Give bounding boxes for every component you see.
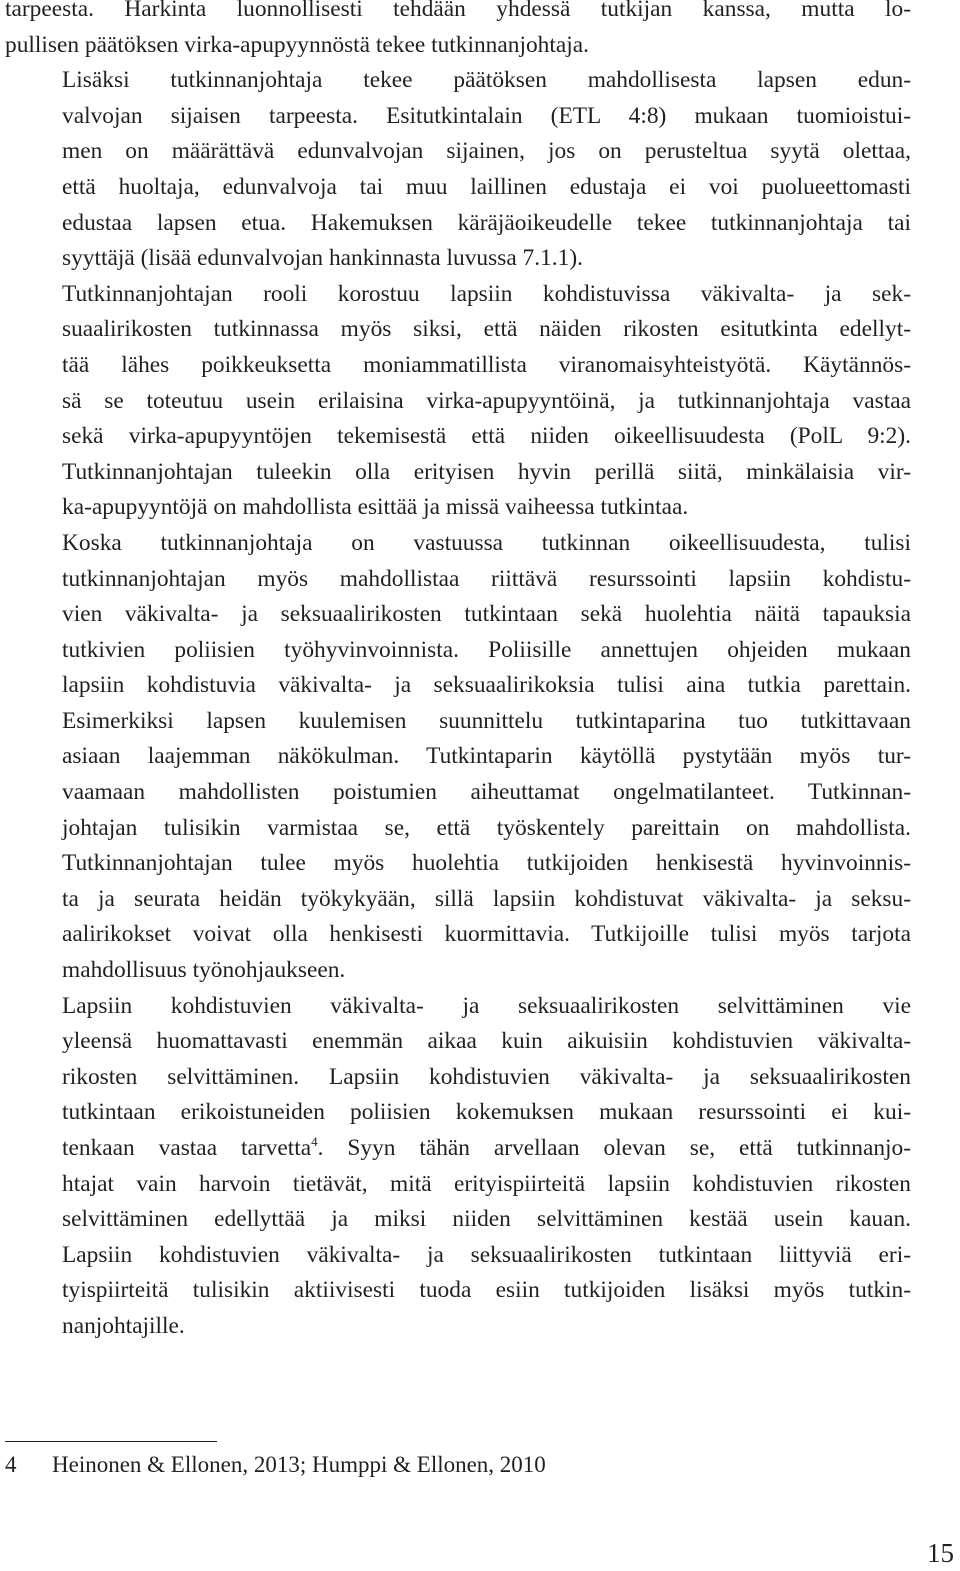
text-line: Tutkinnanjohtajan tuleekin olla erityisen hyvin perillä siitä, minkälaisia vir-: [62, 458, 911, 485]
text-line: syyttäjä (lisää edunvalvojan hankinnasta luvussa 7.1.1).: [62, 245, 583, 272]
text-line: Lisäksi tutkinnanjohtaja tekee päätöksen mahdollisesta lapsen edun-: [62, 67, 911, 94]
document-page: [5, 0, 911, 1345]
paragraph: [5, 63, 911, 277]
text-line: vien väkivalta- ja seksuaalirikosten tutkintaan sekä huolehtia näitä tapauksia: [62, 601, 911, 628]
text-line: valvojan sijaisen tarpeesta. Esitutkintalain (ETL 4:8) mukaan tuomioistui-: [62, 102, 911, 129]
text-line: tenkaan vastaa tarvetta$^4$. Syyn tähän arvellaan olevan se, että tutkinnanjo-: [62, 1133, 911, 1161]
text-line: pullisen päätöksen virka-apupyynnöstä tekee tutkinnanjohtaja.: [5, 31, 589, 58]
page-number: 15: [927, 1538, 954, 1568]
text-line: vaamaan mahdollisten poistumien aiheuttamat ongelmatilanteet. Tutkinnan-: [62, 779, 911, 806]
text-line: aalirikokset voivat olla henkisesti kuormittavia. Tutkijoille tulisi myös tarjota: [62, 921, 911, 948]
text-line: Lapsiin kohdistuvien väkivalta- ja seksuaalirikosten tutkintaan liittyviä eri-: [62, 1241, 911, 1268]
text-line: sekä virka-apupyyntöjen tekemisestä että niiden oikeellisuudesta (PolL 9:2).: [62, 423, 911, 450]
text-line: tää lähes poikkeuksetta moniammatillista viranomaisyhteistyötä. Käytännös-: [62, 351, 911, 378]
text-line: rikosten selvittäminen. Lapsiin kohdistuvien väkivalta- ja seksuaalirikosten: [62, 1063, 911, 1090]
text-line: tutkinnanjohtajan myös mahdollistaa riittävä resurssointi lapsiin kohdistu-: [62, 565, 911, 592]
text-line: nanjohtajille.: [62, 1312, 185, 1339]
text-line: ta ja seurata heidän työkykyään, sillä lapsiin kohdistuvat väkivalta- ja seksu-: [62, 885, 911, 912]
text-line: tarpeesta. Harkinta luonnollisesti tehdään yhdessä tutkijan kanssa, mutta lo-: [5, 0, 911, 22]
text-line: suaalirikosten tutkinnassa myös siksi, että näiden rikosten esitutkinta edellyt-: [62, 316, 911, 343]
text-line: asiaan laajemman näkökulman. Tutkintaparin käytöllä pystytään myös tur-: [62, 743, 911, 770]
text-line: men on määrättävä edunvalvojan sijainen, jos on perusteltua syytä olettaa,: [62, 138, 911, 165]
paragraph: [5, 989, 911, 1345]
text-line: sä se toteutuu usein erilaisina virka-apupyyntöinä, ja tutkinnanjohtaja vastaa: [62, 387, 911, 414]
text-line: htajat vain harvoin tietävät, mitä erityispiirteitä lapsiin kohdistuvien rikosten: [62, 1170, 911, 1197]
text-line: mahdollisuus työnohjaukseen.: [62, 957, 346, 984]
footnote-divider: [5, 1441, 217, 1442]
footnote-number: 4: [5, 1452, 17, 1477]
text-line: edustaa lapsen etua. Hakemuksen käräjäoikeudelle tekee tutkinnanjohtaja tai: [62, 209, 911, 236]
text-line: tyispiirteitä tulisikin aktiivisesti tuoda esiin tutkijoiden lisäksi myös tutkin-: [62, 1277, 911, 1304]
body-text: [5, 0, 911, 1345]
text-line: tutkivien poliisien työhyvinvoinnista. Poliisille annettujen ohjeiden mukaan: [62, 636, 911, 663]
text-line: että huoltaja, edunvalvoja tai muu laillinen edustaja ei voi puolueettomasti: [62, 173, 911, 200]
footnote-text: Heinonen & Ellonen, 2013; Humppi & Ellonen, 2010: [52, 1452, 546, 1477]
text-line: Tutkinnanjohtajan rooli korostuu lapsiin kohdistuvissa väkivalta- ja sek-: [62, 280, 911, 307]
paragraph: [5, 0, 911, 63]
text-line: Lapsiin kohdistuvien väkivalta- ja seksuaalirikosten selvittäminen vie: [62, 992, 911, 1019]
footnote-reference[interactable]: 4: [311, 1133, 318, 1149]
text-line: Koska tutkinnanjohtaja on vastuussa tutkinnan oikeellisuudesta, tulisi: [62, 529, 911, 556]
text-line: Tutkinnanjohtajan tulee myös huolehtia tutkijoiden henkisestä hyvinvoinnis-: [62, 850, 911, 877]
text-line: yleensä huomattavasti enemmän aikaa kuin aikuisiin kohdistuvien väkivalta-: [62, 1028, 911, 1055]
text-line: selvittäminen edellyttää ja miksi niiden selvittäminen kestää usein kauan.: [62, 1206, 911, 1233]
footnote: [5, 1449, 546, 1481]
text-line: tutkintaan erikoistuneiden poliisien kokemuksen mukaan resurssointi ei kui-: [62, 1099, 911, 1126]
paragraph: [5, 526, 911, 989]
text-line: johtajan tulisikin varmistaa se, että työskentely pareittain on mahdollista.: [62, 814, 911, 841]
paragraph: [5, 277, 911, 526]
text-line: lapsiin kohdistuvia väkivalta- ja seksuaalirikoksia tulisi aina tutkia parettain.: [62, 672, 911, 699]
text-line: ka-apupyyntöjä on mahdollista esittää ja missä vaiheessa tutkintaa.: [62, 494, 689, 521]
text-line: Esimerkiksi lapsen kuulemisen suunnittelu tutkintaparina tuo tutkittavaan: [62, 707, 911, 734]
